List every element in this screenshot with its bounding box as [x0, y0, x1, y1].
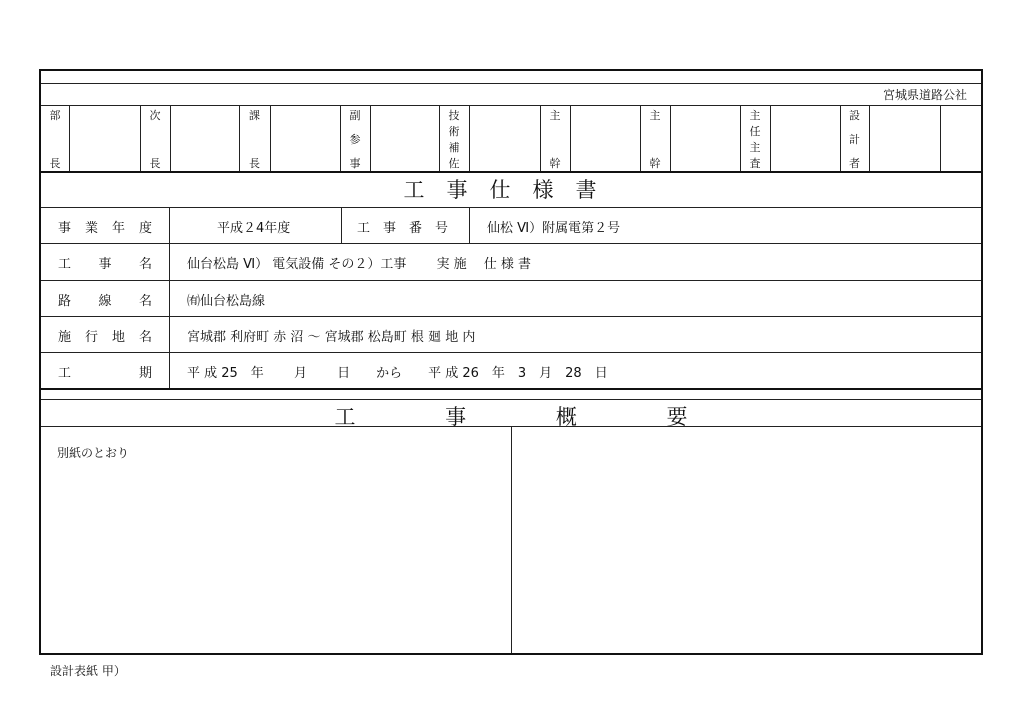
title-char: 事: [445, 405, 467, 429]
title-char: 要: [666, 405, 688, 429]
year-value: 平成２4年度: [217, 221, 291, 236]
label-column-line: [169, 207, 170, 388]
title-char: 概: [555, 405, 577, 429]
number-label: 工 事 番 号: [357, 221, 449, 236]
role-char: 事: [349, 157, 361, 170]
approval-role-fukusanji: [340, 106, 370, 170]
grid-line: [469, 105, 470, 171]
route-label: [41, 290, 169, 309]
name-label: [41, 253, 169, 272]
title-char: 工: [334, 405, 356, 429]
label-char: 施: [58, 330, 72, 345]
spec-title: 工事仕様書: [403, 178, 619, 202]
label-char: 地: [111, 330, 125, 345]
role-char: 幹: [549, 157, 561, 170]
label-char: 名: [138, 257, 152, 272]
label-char: 工: [58, 257, 72, 272]
number-value: 仙松 Ⅵ）附属電第２号: [487, 221, 621, 236]
form-footer: 設計表紙 甲）: [50, 664, 126, 678]
grid-line: [69, 105, 70, 171]
role-char: 計: [849, 133, 860, 146]
approval-role-gijutsuhosa: [439, 106, 469, 170]
grid-line: [170, 105, 171, 171]
label-char: 業: [84, 221, 98, 236]
name-value: 仙台松島 Ⅵ） 電気設備 その２）工事 実 施 仕 様 書: [187, 257, 532, 272]
place-label: [41, 326, 169, 345]
role-char: 長: [149, 157, 161, 170]
role-char: 参: [349, 133, 361, 146]
role-char: 者: [849, 157, 860, 170]
role-char: 長: [249, 157, 260, 170]
organization-name: 宮城県道路公社: [882, 88, 967, 102]
role-char: 次: [149, 109, 161, 122]
approval-role-shuninshusa: [740, 106, 770, 170]
role-char: 補: [448, 141, 460, 154]
approval-role-jicho: [140, 106, 170, 170]
overview-title: [41, 401, 981, 431]
rule-row5: [41, 352, 981, 353]
role-char: 副: [349, 109, 361, 122]
role-char: 設: [849, 109, 860, 122]
approval-role-bucho: [41, 106, 69, 170]
grid-line: [869, 105, 870, 171]
grid-line: [370, 105, 371, 171]
label-char: 名: [138, 330, 152, 345]
role-char: 幹: [649, 157, 661, 170]
overview-note: 別紙のとおり: [57, 446, 130, 460]
role-char: 技: [448, 109, 460, 122]
year-label: [41, 217, 169, 236]
rule-approval-bottom: [41, 171, 981, 173]
label-char: 年: [111, 221, 125, 236]
label-char: 線: [98, 294, 112, 309]
grid-line: [341, 207, 342, 243]
specification-sheet: [39, 69, 983, 655]
role-char: 主: [549, 109, 561, 122]
grid-line: [940, 105, 941, 171]
approval-role-shukan-1: [540, 106, 570, 170]
grid-line: [469, 207, 470, 243]
role-char: 佐: [448, 157, 460, 170]
label-char: 事: [98, 257, 112, 272]
rule-overview-top: [41, 399, 981, 400]
label-char: 事: [58, 221, 72, 236]
role-char: 任: [749, 125, 761, 138]
grid-line: [770, 105, 771, 171]
period-value: 平 成 25 年 月 日 から 平 成 26 年 3 月 28 日: [187, 366, 608, 381]
role-char: 主: [749, 109, 761, 122]
approval-role-kacho: [239, 106, 270, 170]
place-value: 宮城郡 利府町 赤 沼 ～ 宮城郡 松島町 根 廻 地 内: [187, 330, 476, 345]
label-char: 期: [138, 366, 152, 381]
approval-role-shukan-2: [640, 106, 670, 170]
role-char: 部: [49, 109, 61, 122]
period-label: [41, 362, 169, 381]
rule-row2: [41, 243, 981, 244]
role-char: 主: [749, 141, 761, 154]
role-char: 長: [49, 157, 61, 170]
grid-line: [670, 105, 671, 171]
label-char: 路: [58, 294, 72, 309]
grid-line: [270, 105, 271, 171]
route-value: ㈲仙台松島線: [187, 294, 266, 309]
label-char: 行: [84, 330, 98, 345]
approval-role-sekkeisha: [840, 106, 869, 170]
role-char: 課: [249, 109, 260, 122]
rule-row3: [41, 280, 981, 281]
role-char: 術: [448, 125, 460, 138]
label-char: 度: [138, 221, 152, 236]
label-char: 名: [138, 294, 152, 309]
rule-row4: [41, 316, 981, 317]
role-char: 主: [649, 109, 661, 122]
rule-top: [41, 83, 981, 84]
overview-split-line: [511, 426, 512, 653]
label-char: 工: [58, 366, 72, 381]
rule-row6: [41, 388, 981, 390]
role-char: 査: [749, 157, 761, 170]
grid-line: [570, 105, 571, 171]
rule-row1: [41, 207, 981, 208]
